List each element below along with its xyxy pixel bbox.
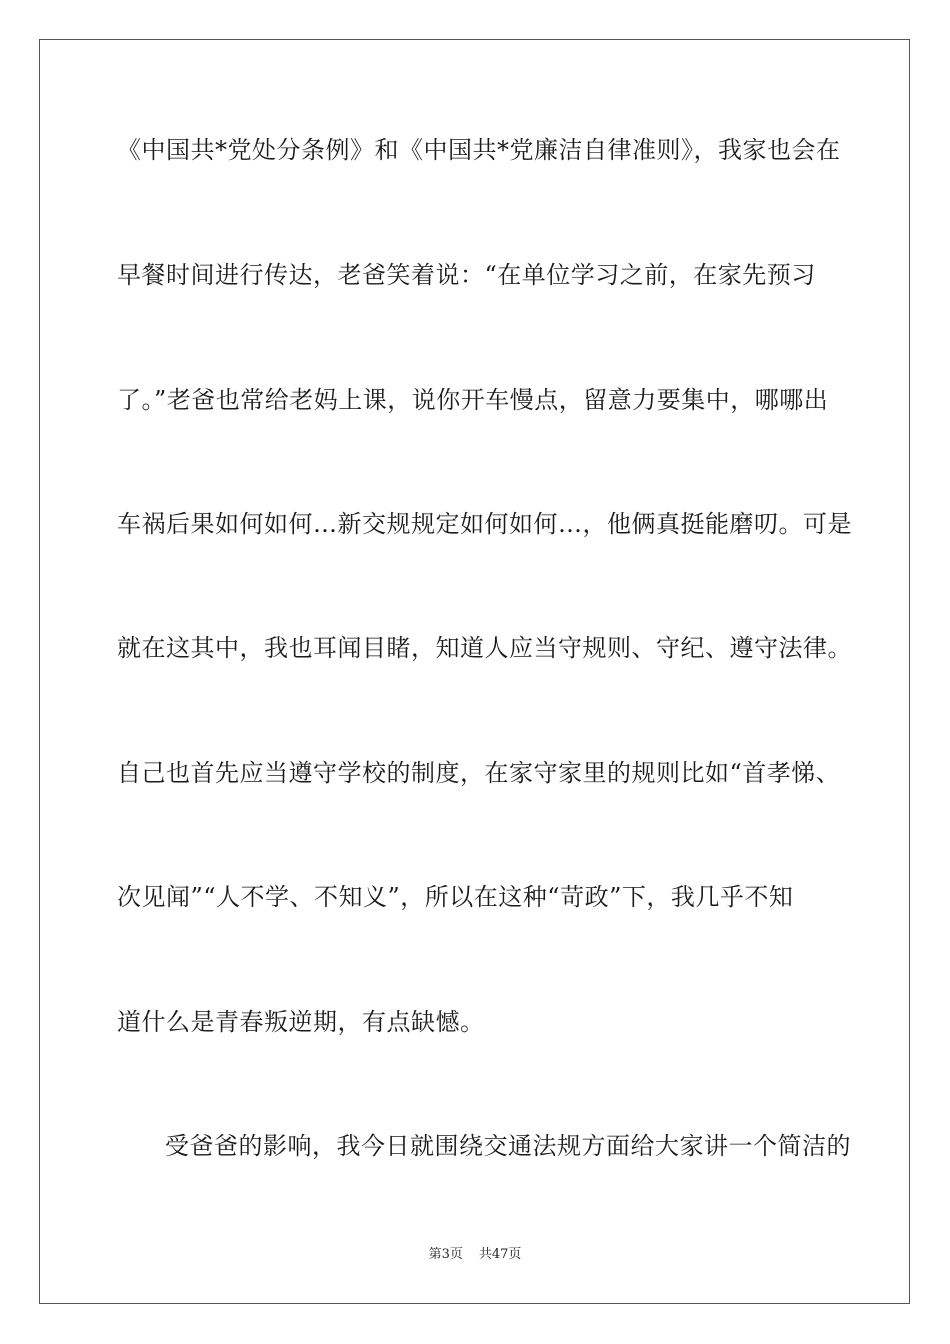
page-number: 第3页 — [428, 1247, 463, 1262]
body-text-line-3: 了。”老爸也常给老妈上课，说你开车慢点，留意力要集中，哪哪出 — [117, 386, 829, 414]
body-text-line-5: 就在这其中，我也耳闻目睹，知道人应当守规则、守纪、遵守法律。 — [117, 634, 852, 662]
page-total: 共47页 — [478, 1247, 522, 1262]
page-border — [39, 39, 910, 1304]
body-text-line-8: 道什么是青春叛逆期，有点缺憾。 — [117, 1008, 485, 1036]
page-footer — [0, 1246, 950, 1264]
body-text-line-1: 《中国共*党处分条例》和《中国共*党廉洁自律准则》，我家也会在 — [117, 136, 841, 164]
body-text-line-6: 自己也首先应当遵守学校的制度，在家守家里的规则比如“首孝悌、 — [117, 759, 841, 787]
body-text-line-2: 早餐时间进行传达，老爸笑着说：“在单位学习之前，在家先预习 — [117, 261, 816, 289]
body-text-line-4: 车祸后果如何如何…新交规规定如何如何…，他俩真挺能磨叨。可是 — [117, 510, 852, 538]
body-text-line-7: 次见闻”“人不学、不知义”，所以在这种“苛政”下，我几乎不知 — [117, 883, 794, 911]
paragraph-indented-line: 受爸爸的影响，我今日就围绕交通法规方面给大家讲一个简洁的 — [165, 1132, 851, 1160]
